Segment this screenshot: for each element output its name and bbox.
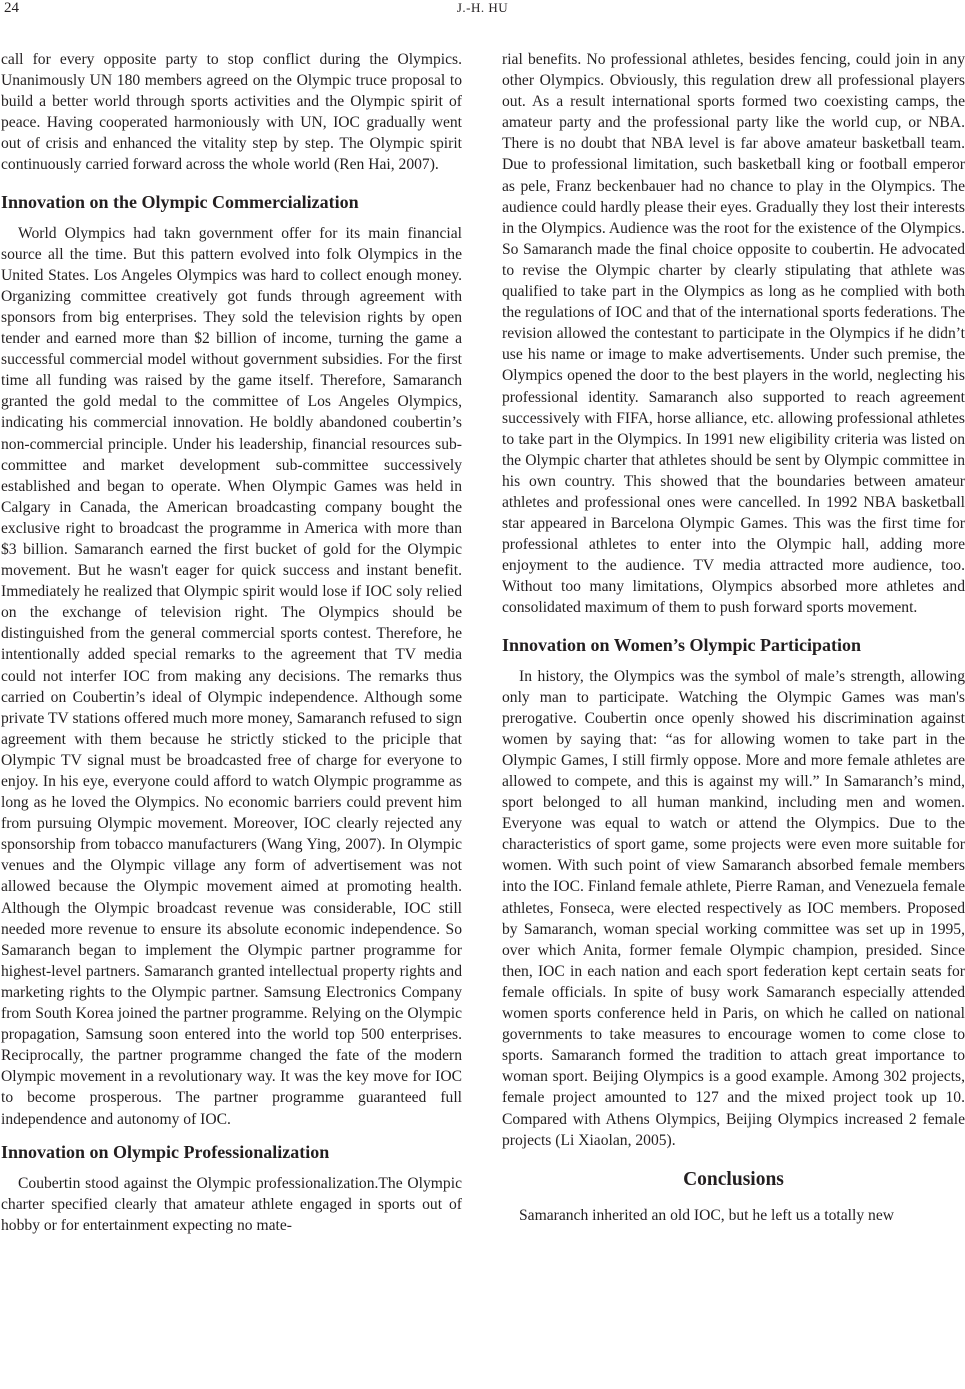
running-head: J.-H. HU [456, 0, 509, 15]
paragraph-women: In history, the Olympics was the symbol of male’s strength, allowing only man to participate. Watching the Olympic Games was man's prerogative. Coubertin once openly showed his discrimination against women by saying that: “as for allowing women to take part in the Olympic Games, I still firmly oppose. More and more female athletes are allowed to compete, and this is against my will.” In Samaranch’s mind, sport belonged to all human mankind, including men and women. Everyone was equal to watch or attend the Olympics. Due to the characteristics of sport game, some projects were even more suitable for women. With such point of view Samaranch absorbed female members into the IOC. Finland female athlete, Pierre Raman, and Venezuela female athletes, Fonseca, were elected respectively as IOC members. Proposed by Samaranch, woman special working committee was set up in 1995, over which Anita, former female Olympic champion, presided. Since then, IOC in each nation and each sport federation kept certain seats for female officials. In spite of busy work Samaranch especially attended women sports conference held in Paris, on which he called on national governments to take measures to encourage women to come close to sports. Samaranch formed the tradition to attach great importance to woman sport. Beijing Olympics is a good example. Among 302 projects, female project amounted to 127 and the mixed project took up 10. Compared with Athens Olympics, Beijing Olympics increased 2 female projects (Li Xiaolan, 2005). [502, 667, 965, 1149]
left-column [1, 49, 462, 1236]
section-heading-commercialization: Innovation on the Olympic Commercialization [1, 191, 359, 212]
right-column [502, 49, 965, 1226]
paragraph-conclusions: Samaranch inherited an old IOC, but he left us a totally new [519, 1206, 895, 1224]
paragraph-commercialization: World Olympics had takn government offer for its main financial source all the time. But this pattern evolved into folk Olympics in the United States. Los Angeles Olympics was hard to collect enough money. Organizing committee creatively got funds through agreement with sponsors from big enterprises. They sold the television rights by open tender and earned more than $2 billion of income, turning the game a successful commercial model without government subsidies. For the first time all funding was raised by the game itself. Therefore, Samaranch granted the gold medal to the committee of Los Angeles Olympics, indicating his commercial innovation. He boldly abandoned coubertin’s non-commercial principle. Under his leadership, financial resources sub-committee and market development sub-committee successively established and began to operate. When Olympic Games was held in Calgary in Canada, the American broadcasting company bought the exclusive right to broadcast the programme in America with more than $3 billion. Samaranch earned the first bucket of gold for the Olympic movement. But he wasn't eager for quick success and instant benefit. Immediately he realized that Olympic spirit would lose if IOC soly relied on the exchange of television right. The Olympics should be distinguished from the general commercial sports contest. Therefore, he intentionally added special remarks to the agreement that TV media could not interfer IOC from making any decisions. The remarks thus carried on Coubertin’s ideal of Olympic independence. Although some private TV stations offered much more money, Samaranch refused to sign agreement with them because he strictly sticked to the priciple that Olympic TV signal must be broadcasted free of charge for everyone to enjoy. In his eye, everyone could afford to watch Olympic programme as long as he loved the Olympics. No economic barriers could prevent him from pursuing Olympic movement. Moreover, IOC clearly rejected any sponsorship from tobacco manufacturers (Wang Ying, 2007). In Olympic venues and the Olympic village any form of advertisement was not allowed because the Olympic movement aimed at promoting health. Although the Olympic broadcast revenue was considerable, IOC still needed more revenue to ensure its absolute economic independence. So Samaranch began to implement the Olympic partner programme for highest-level partners. Samaranch granted intellectual property rights and marketing rights to the Olympic partner. Samsung Electronics Company from South Korea joined the partner programme. Relying on the Olympic propagation, Samsung soon entered into the world top 500 enterprises. Reciprocally, the partner programme changed the fate of the modern Olympic movement in a revolutionary way. It was the key move for IOC to become prosperous. The partner programme guaranteed full independence and autonomy of IOC. [1, 224, 462, 1128]
page-header [0, 0, 965, 26]
continued-paragraph: call for every opposite party to stop conflict during the Olympics. Unanimously UN 180 members agreed on the Olympic truce proposal to build a better world through sports activities and the Olympic spirit of peace. Having cooperated harmoniously with UN, IOC gradually went out of crisis and enhanced the vitality step by step. The Olympic spirit continuously carried forward across the whole world (Ren Hai, 2007). [1, 51, 462, 174]
section-heading-professionalization: Innovation on Olympic Professionalization [1, 1141, 330, 1162]
section-heading-women: Innovation on Women’s Olympic Participation [502, 634, 862, 655]
page-number: 24 [4, 0, 19, 16]
continued-paragraph-right: rial benefits. No professional athletes, besides fencing, could join in any other Olympics. Obviously, this regulation drew all professional players out. As a result international sports formed two coexisting camps, the amateur party and the professional party like the world cup, or NBA. There is no doubt that NBA level is far above amateur basketball team. Due to professional limitation, such basketball king or football emperor as pele, Franz beckenbauer had no chance to play in the Olympics. The audience could hardly please their eyes. Gradually they lost their interests in the Olympics. Audience was the root for the existence of the Olympics. So Samaranch made the final choice opposite to coubertin. He advocated to revise the Olympic charter by clearly stipulating that athlete was qualified to take part in the Olympics as long as he complied with both the regulations of IOC and that of the international sports federations. The revision allowed the contestant to participate in the Olympics if he didn’t use his name or image to make advertisements. Under such premise, the Olympics opened the door to the best players in the world, neglecting his professional identity. Samaranch also supported to reach agreement successively with FIFA, horse alliance, etc. allowing professional athletes to take part in the Olympics. In 1991 new eligibility criteria was listed on the Olympic charter that athletes should be sent by Olympic committee in his own country. This showed that the boundaries between amateur athletes and professional ones were cancelled. In 1992 NBA basketball star appeared in Barcelona Olympic Games. This was the first time for professional athletes to enter into the Olympic hall, adding more enjoyment to the audience. TV media attracted more audience, too. Without too many limitations, Olympics absorbed more athletes and consolidated maximum of them to push forward sports movement. [502, 51, 965, 617]
paragraph-professionalization: Coubertin stood against the Olympic professionalization.The Olympic charter specified clearly that amateur athlete engaged in sports out of hobby or for entertainment expecting no mate- [1, 1174, 462, 1234]
section-heading-conclusions: Conclusions [683, 1168, 784, 1190]
